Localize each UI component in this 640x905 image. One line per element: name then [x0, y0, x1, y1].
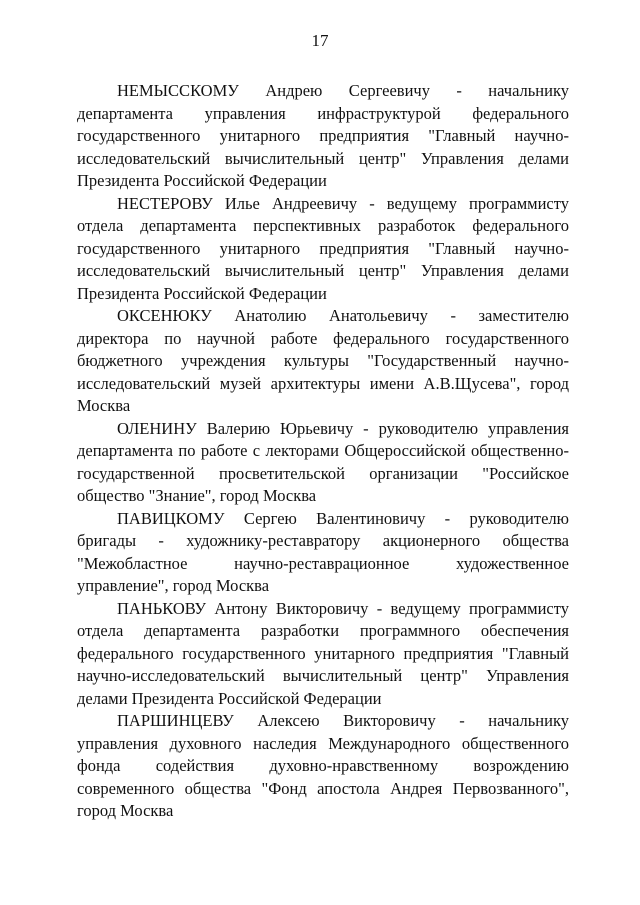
list-item: ОЛЕНИНУ Валерию Юрьевичу - руководителю управления департамента по работе с лекторами Общероссийской общественно-государственной просветительской организации "Российское общество "Знание", город Москва	[77, 418, 569, 505]
list-item: НЕМЫССКОМУ Андрею Сергеевичу - начальнику департамента управления инфраструктурой федерального государственного унитарного предприятия "Главный научно-исследовательский вычислительный центр" Управления делами Президента Российской Федерации	[77, 81, 569, 190]
list-item: ОКСЕНЮКУ Анатолию Анатольевичу - заместителю директора по научной работе федерального государственного бюджетного учреждения культуры "Государственный научно-исследовательский музей архитектуры имени А.В.Щусева", город Москва	[77, 306, 569, 415]
list-item: ПАНЬКОВУ Антону Викторовичу - ведущему программисту отдела департамента разработки программного обеспечения федерального государственного унитарного предприятия "Главный научно-исследовательский вычислительный центр" Управления делами Президента Российской Федерации	[77, 598, 569, 708]
list-item: НЕСТЕРОВУ Илье Андреевичу - ведущему программисту отдела департамента перспективных разработок федерального государственного унитарного предприятия "Главный научно-исследовательский вычислительный центр" Управления делами Президента Российской Федерации	[77, 193, 569, 303]
award-list	[77, 80, 569, 823]
page-number: 17	[311, 31, 329, 50]
list-item: ПАВИЦКОМУ Сергею Валентиновичу - руководителю бригады - художнику-реставратору акционерного общества "Межобластное научно-реставрационное художественное управление", город Москва	[77, 508, 569, 595]
list-item: ПАРШИНЦЕВУ Алексею Викторовичу - начальнику управления духовного наследия Международного общественного фонда содействия духовно-нравственному возрождению современного общества "Фонд апостола Андрея Первозванного", город Москва	[77, 711, 569, 820]
